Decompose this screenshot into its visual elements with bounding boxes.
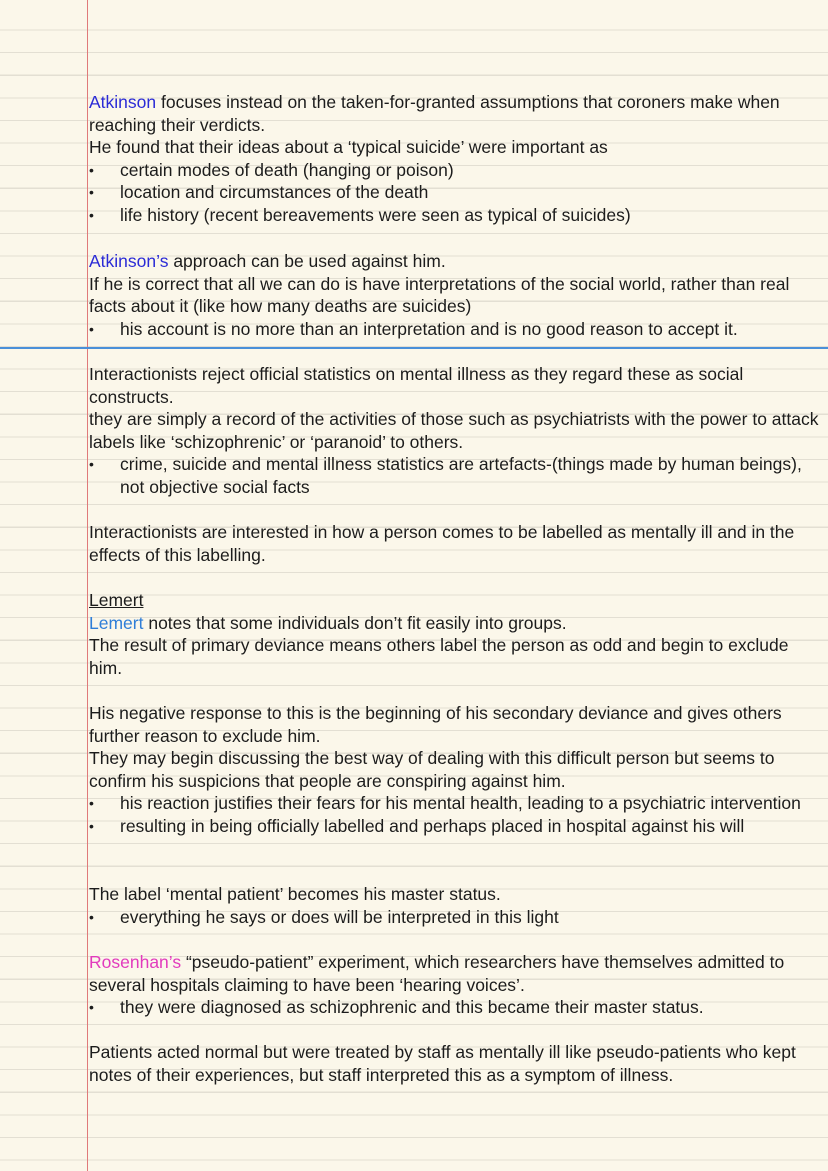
bullet-text: his reaction justifies their fears for his mental health, leading to a psychiatric intervention (120, 793, 801, 814)
paragraph (89, 250, 823, 273)
paragraph: Interactionists are interested in how a person comes to be labelled as mentally ill and in the effects of this labelling. (89, 522, 795, 565)
section-secondary-deviance (89, 702, 823, 838)
paragraph (89, 951, 823, 996)
bullet-item (89, 453, 823, 498)
bullet-text: certain modes of death (hanging or poison) (120, 159, 454, 180)
bullet-text: crime, suicide and mental illness statistics are artefacts-(things made by human beings), not objective social facts (120, 454, 802, 497)
paragraph: Interactionists reject official statistics on mental illness as they regard these as social constructs. (89, 364, 744, 407)
name-atkinson: Atkinson’s (89, 251, 169, 271)
section-atkinson-critique (89, 250, 823, 340)
paragraph: His negative response to this is the beginning of his secondary deviance and gives others further reason to exclude him. (89, 703, 782, 746)
bullet-item (89, 792, 823, 815)
name-lemert: Lemert (89, 612, 144, 633)
section-master-status (89, 883, 823, 928)
bullet-item (89, 906, 823, 929)
section-patients (89, 1041, 823, 1086)
paragraph-text: approach can be used against him. (168, 251, 446, 271)
bullet-item (89, 204, 823, 227)
paragraph: The result of primary deviance means others label the person as odd and begin to exclude him. (89, 635, 789, 678)
bullet-icon: • (89, 456, 94, 473)
paragraph: Patients acted normal but were treated by staff as mentally ill like pseudo-patients who kept notes of their experiences, but staff interpreted this as a symptom of illness. (89, 1042, 796, 1085)
paragraph: If he is correct that all we can do is have interpretations of the social world, rather than real facts about it (like how many deaths are suicides) (89, 273, 790, 317)
margin-line (87, 0, 88, 1171)
bullet-icon: • (89, 320, 94, 337)
paragraph: He found that their ideas about a ‘typical suicide’ were important as (89, 137, 608, 158)
paragraph: They may begin discussing the best way of dealing with this difficult person but seems to confirm his suspicions that people are conspiring against him. (89, 748, 775, 791)
name-rosenhan: Rosenhan’s (89, 952, 182, 972)
section-interactionists-labelling (89, 521, 823, 566)
bullet-text: life history (recent bereavements were seen as typical of suicides) (120, 204, 631, 225)
section-atkinson (89, 91, 823, 227)
name-atkinson: Atkinson (89, 92, 157, 112)
section-lemert (89, 589, 823, 679)
paragraph (89, 612, 823, 635)
paragraph-text: “pseudo-patient” experiment, which researchers have themselves admitted to several hospitals claiming to have been ‘hearing voices’. (89, 952, 785, 995)
bullet-icon: • (89, 206, 94, 223)
bullet-item (89, 181, 823, 204)
paragraph (89, 91, 823, 136)
bullet-icon: • (89, 999, 94, 1016)
paragraph: The label ‘mental patient’ becomes his master status. (89, 884, 501, 904)
section-interactionists-statistics (89, 363, 823, 499)
bullet-item (89, 996, 823, 1019)
bullet-icon: • (89, 908, 94, 925)
bullet-text: his account is no more than an interpretation and is no good reason to accept it. (120, 318, 738, 339)
paragraph: they are simply a record of the activities of those such as psychiatrists with the power to attack labels like ‘schizophrenic’ or ‘paranoid’ to others. (89, 409, 819, 452)
bullet-text: resulting in being officially labelled and perhaps placed in hospital against his will (120, 815, 745, 836)
bullet-text: everything he says or does will be interpreted in this light (120, 906, 559, 927)
bullet-item (89, 815, 823, 838)
bullet-icon: • (89, 817, 94, 834)
bullet-item (89, 318, 823, 341)
bullet-icon: • (89, 795, 94, 812)
bullet-text: they were diagnosed as schizophrenic and this became their master status. (120, 997, 704, 1018)
bullet-icon: • (89, 161, 94, 178)
paragraph-text: focuses instead on the taken-for-granted assumptions that coroners make when reaching their verdicts. (89, 92, 780, 135)
bullet-icon: • (89, 184, 94, 201)
bullet-item (89, 159, 823, 182)
paragraph-text: notes that some individuals don’t fit easily into groups. (143, 612, 567, 633)
bullet-text: location and circumstances of the death (120, 182, 429, 203)
section-rosenhan (89, 951, 823, 1019)
section-heading: Lemert (89, 590, 144, 610)
section-divider (0, 347, 828, 349)
